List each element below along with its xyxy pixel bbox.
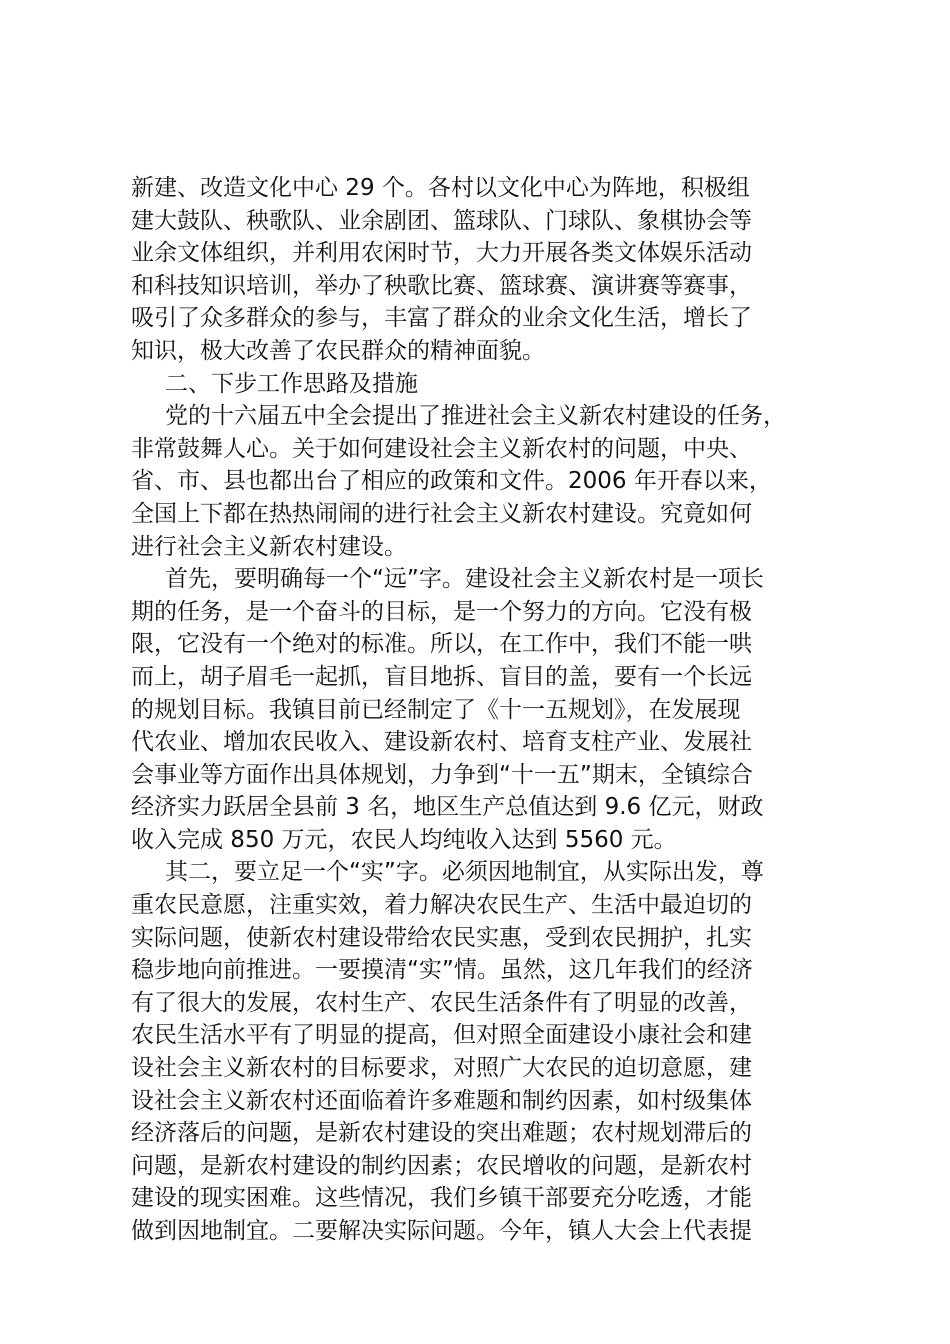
text-line: 其二，要立足一个“实”字。必须因地制宜，从实际出发，尊 [165,859,764,886]
text-line: 收入完成 850 万元，农民人均纯收入达到 5560 元。 [131,826,677,853]
text-line: 和科技知识培训，举办了秧歌比赛、篮球赛、演讲赛等赛事， [131,272,752,299]
text-line: 首先，要明确每一个“远”字。建设社会主义新农村是一项长 [165,566,764,593]
text-line: 会事业等方面作出具体规划，力争到“十一五”期末，全镇综合 [131,761,753,788]
text-line: 建设的现实困难。这些情况，我们乡镇干部要充分吃透，才能 [131,1185,752,1212]
text-line: 而上，胡子眉毛一起抓，盲目地拆、盲目的盖，要有一个长远 [131,663,752,690]
text-line: 代农业、增加农民收入、建设新农村、培育支柱产业、发展社 [131,729,752,756]
text-line: 稳步地向前推进。一要摸清“实”情。虽然，这几年我们的经济 [131,957,753,984]
text-line: 期的任务，是一个奋斗的目标，是一个努力的方向。它没有极 [131,598,752,625]
text-line: 限，它没有一个绝对的标准。所以，在工作中，我们不能一哄 [131,631,752,658]
text-line: 经济实力跃居全县前 3 名，地区生产总值达到 9.6 亿元，财政 [131,794,764,821]
text-line: 知识，极大改善了农民群众的精神面貌。 [131,337,545,364]
text-line: 省、市、县也都出台了相应的政策和文件。2006 年开春以来， [131,468,772,495]
text-line: 建大鼓队、秧歌队、业余剧团、篮球队、门球队、象棋协会等 [131,207,752,234]
text-line: 吸引了众多群众的参与，丰富了群众的业余文化生活，增长了 [131,305,752,332]
text-line: 设社会主义新农村还面临着许多难题和制约因素，如村级集体 [131,1087,752,1114]
text-line: 经济落后的问题，是新农村建设的突出难题；农村规划滞后的 [131,1120,752,1147]
text-line: 做到因地制宜。二要解决实际问题。今年，镇人大会上代表提 [131,1218,752,1244]
text-line: 非常鼓舞人心。关于如何建设社会主义新农村的问题，中央、 [131,435,752,462]
text-line: 设社会主义新农村的目标要求，对照广大农民的迫切意愿，建 [131,1055,752,1082]
text-line: 问题，是新农村建设的制约因素；农民增收的问题，是新农村 [131,1152,752,1179]
text-line: 重农民意愿，注重实效，着力解决农民生产、生活中最迫切的 [131,892,752,919]
text-line: 业余文体组织，并利用农闲时节，大力开展各类文体娱乐活动 [131,240,752,267]
text-line: 有了很大的发展，农村生产、农民生活条件有了明显的改善， [131,989,752,1016]
document-body [131,172,831,1248]
text-line: 进行社会主义新农村建设。 [131,533,407,560]
text-line: 实际问题，使新农村建设带给农民实惠，受到农民拥护，扎实 [131,924,752,951]
text-line: 的规划目标。我镇目前已经制定了《十一五规划》，在发展现 [131,696,741,723]
paragraph [131,856,831,1247]
text-line: 党的十六届五中全会提出了推进社会主义新农村建设的任务， [165,403,786,430]
paragraph [131,400,831,563]
paragraph [131,563,831,856]
text-line: 新建、改造文化中心 29 个。各村以文化中心为阵地，积极组 [131,175,750,201]
text-line: 全国上下都在热热闹闹的进行社会主义新农村建设。究竟如何 [131,500,752,527]
section-heading-text: 二、下步工作思路及措施 [165,370,418,397]
section-heading [131,368,831,401]
paragraph [131,172,831,368]
text-line: 农民生活水平有了明显的提高，但对照全面建设小康社会和建 [131,1022,752,1049]
